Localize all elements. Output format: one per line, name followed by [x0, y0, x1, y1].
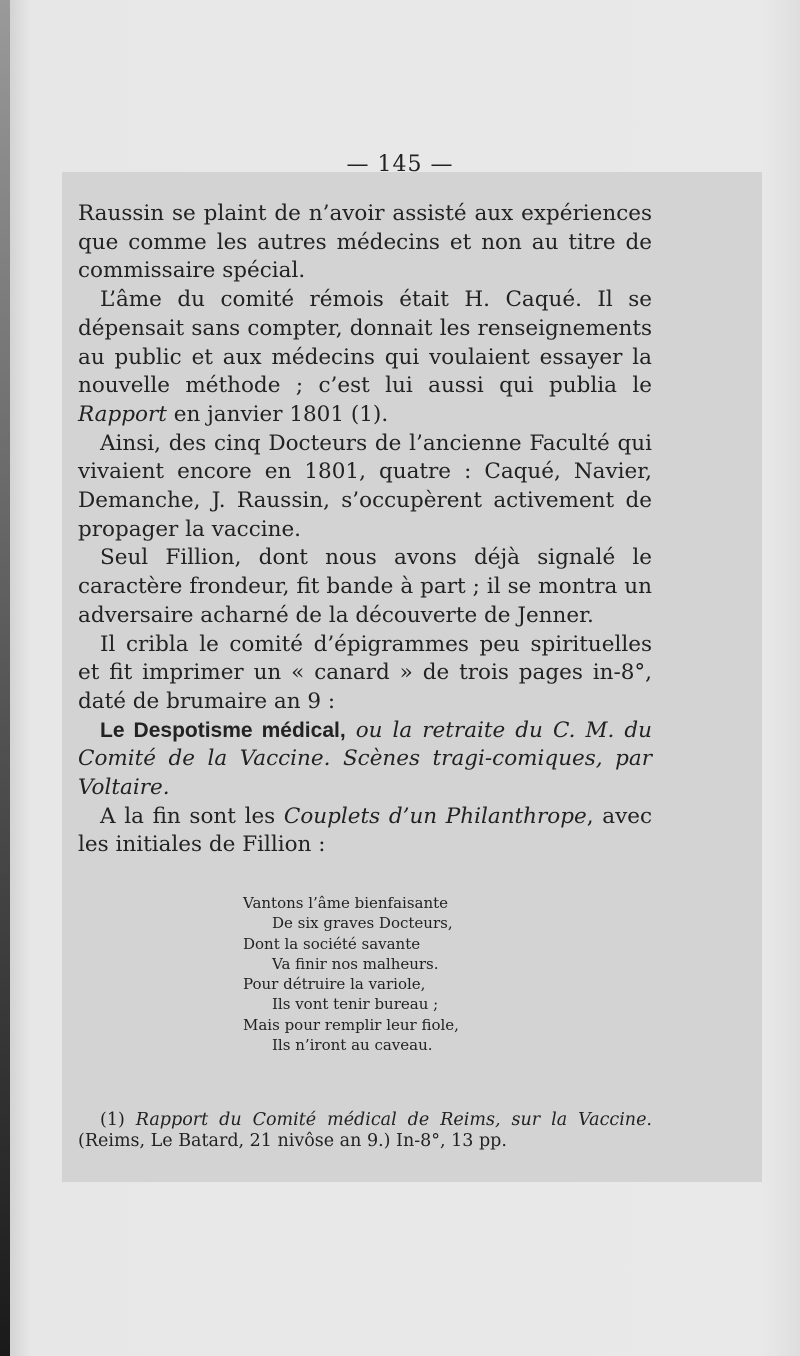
poem-line: Dont la société savante: [243, 934, 421, 953]
footnote-details: (Reims, Le Batard, 21 nivôse an 9.) In-8°, 13 pp.: [78, 1131, 507, 1151]
poem-line: Ils vont tenir bureau ;: [272, 995, 439, 1014]
poem-line: Va finir nos malheurs.: [272, 954, 439, 973]
paragraph-fillion: Seul Fillion, dont nous avons déjà signalé le caractère frondeur, fit bande à part ; il se montra un adversaire acharné de la découverte de Jenner.: [78, 545, 652, 628]
paragraph-docteurs: Ainsi, des cinq Docteurs de l’ancienne Faculté qui vivaient encore en 1801, quatre : Caqué, Navier, Demanche, J. Raussin, s’occupèrent activement de propager la vaccine.: [78, 430, 652, 542]
book-spine-edge: [0, 0, 10, 1356]
paragraph-raussin: Raussin se plaint de n’avoir assisté aux expériences que comme les autres médecins et non au titre de commissaire spécial.: [78, 201, 652, 284]
poem-line: Ils n’iront au caveau.: [272, 1036, 433, 1055]
poem-line: De six graves Docteurs,: [272, 914, 453, 933]
rapport-title: Rapport: [78, 401, 167, 427]
paragraph-couplets: A la fin sont les Couplets d’un Philanthrope, avec les initiales de Fillion :: [78, 803, 652, 858]
main-text: [78, 200, 652, 860]
poem-line: Pour détruire la variole,: [243, 975, 426, 994]
poem: [243, 893, 563, 1055]
page-number: — 145 —: [346, 152, 454, 177]
poem-line: Vantons l’âme bienfaisante: [243, 894, 449, 912]
footnote-title: Rapport du Comité médical de Reims, sur la Vaccine.: [135, 1110, 652, 1130]
footnote-number: (1): [100, 1110, 136, 1130]
pamphlet-title: Le Despotisme médical, ou la retraite du C. M. du Comité de la Vaccine. Scènes tragi-comiques, par Voltaire.: [78, 717, 652, 801]
poem-line: Mais pour remplir leur fiole,: [243, 1015, 459, 1034]
paragraph-epigrammes: Il cribla le comité d’épigrammes peu spirituelles et fit imprimer un « canard » de trois pages in-8°, daté de brumaire an 9 :: [78, 631, 652, 714]
paragraph-caque: L’âme du comité rémois était H. Caqué. Il se dépensait sans compter, donnait les renseignements au public et aux médecins qui voulaient essayer la nouvelle méthode ; c’est lui aussi qui publia le Rapport en janvier 1801 (1).: [78, 287, 652, 427]
footnote: [78, 1110, 652, 1152]
